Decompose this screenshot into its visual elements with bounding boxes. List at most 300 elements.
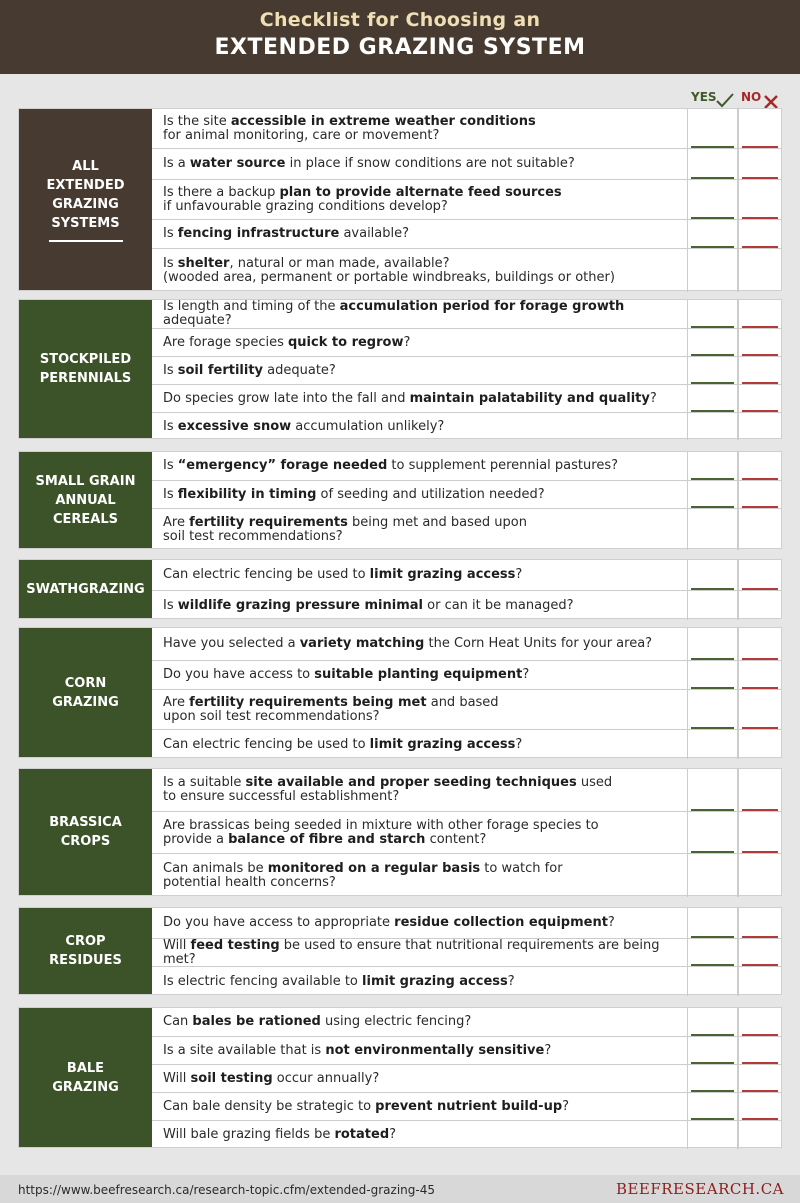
question-emphasis: rotated [334,1127,390,1142]
question-list [152,452,781,548]
question-fragment: provide a [163,831,229,847]
question-emphasis: plan to provide alternate feed sources [279,184,562,200]
question-fragment: for animal monitoring, care or movement? [163,127,440,143]
no-checkbox[interactable] [738,413,781,440]
yes-checkbox[interactable] [687,300,738,328]
yes-answer-line [691,1034,734,1036]
no-answer-line [742,410,778,412]
question-row [152,300,781,329]
question-list [152,109,781,290]
no-answer-line [742,326,778,328]
section-label-line: BALE [66,1060,105,1076]
question-text [163,668,686,682]
question-fragment: potential health concerns? [163,874,336,890]
yes-checkbox[interactable] [687,220,738,248]
no-checkbox[interactable] [738,1008,781,1036]
section-label-line: GRAZING [52,694,119,710]
no-checkbox[interactable] [738,300,781,328]
no-answer-line [742,964,778,966]
question-text [163,975,686,989]
section-label-line: CROP [65,934,106,949]
yes-checkbox[interactable] [687,329,738,356]
question-fragment: ? [544,1042,552,1058]
question-text [163,696,686,724]
question-fragment: ? [562,1098,570,1114]
question-fragment: in place if snow conditions are not suitable? [285,156,575,171]
yes-answer-line [691,1118,734,1120]
question-text [163,488,686,502]
yes-checkbox[interactable] [687,854,738,897]
question-row [152,385,781,413]
question-emphasis: not environmentally sensitive [325,1042,545,1058]
question-fragment: , natural or man made, available? [229,255,450,271]
question-text [163,227,686,241]
title-line-1: Checklist for Choosing an [259,9,541,31]
question-text [163,819,686,847]
section-label-line: SYSTEMS [51,216,120,231]
question-emphasis: limit grazing access [369,567,516,582]
question-emphasis: residue collection equipment [394,915,608,930]
no-checkbox[interactable] [738,220,781,248]
no-answer-line [742,1034,778,1036]
yes-checkbox[interactable] [687,560,738,590]
question-emphasis: limit grazing access [362,973,508,989]
question-emphasis: feed testing [190,937,280,953]
question-text [163,186,686,214]
yes-checkbox[interactable] [687,481,738,508]
question-fragment: Do you have access to [163,667,315,682]
question-row [152,249,781,292]
question-fragment: used [576,775,613,790]
question-fragment: Do you have access to appropriate [163,915,395,930]
question-fragment: to ensure successful establishment? [163,789,400,804]
question-text [163,459,686,473]
no-checkbox[interactable] [738,854,781,897]
question-fragment: the Corn Heat Units for your area? [424,636,653,651]
question-list [152,628,781,757]
question-text [163,364,686,378]
yes-answer-line [691,478,734,480]
question-emphasis: balance of fibre and starch [228,831,426,847]
section-label-line: RESIDUES [49,953,122,968]
check-icon [715,92,735,108]
no-checkbox[interactable] [738,628,781,660]
question-text [163,1015,686,1029]
section-label-line: PERENNIALS [39,371,132,386]
question-fragment: of seeding and utilization needed? [316,486,545,502]
no-checkbox[interactable] [738,690,781,729]
no-answer-line [742,588,778,590]
question-fragment: available? [339,226,410,241]
question-row [152,452,781,481]
yes-answer-line [691,1062,734,1064]
section-label-line: SMALL GRAIN [35,473,136,489]
question-text [163,939,686,967]
checklist-section [18,108,782,291]
question-row [152,1008,781,1037]
question-fragment: occur annually? [272,1070,380,1086]
no-checkbox[interactable] [738,452,781,480]
section-label-line: CORN [64,675,107,691]
no-checkbox[interactable] [738,329,781,356]
yes-checkbox[interactable] [687,661,738,689]
no-answer-line [742,506,778,508]
question-fragment: Is [163,597,178,613]
yes-answer-line [691,727,734,729]
question-text [163,115,686,143]
question-fragment: Do species grow late into the fall and [163,390,410,406]
yes-checkbox[interactable] [687,385,738,412]
no-answer-line [742,687,778,689]
section-label-line: SWATHGRAZING [26,581,145,597]
section-label [19,300,152,438]
question-row [152,509,781,550]
question-emphasis: quick to regrow [288,334,404,350]
no-answer-line [742,1062,778,1064]
question-fragment: ? [515,567,523,582]
question-fragment: Is a [163,156,190,171]
question-emphasis: prevent nutrient build-up [375,1098,563,1114]
question-emphasis: maintain palatability and quality [409,390,650,406]
no-checkbox[interactable] [738,180,781,219]
question-fragment: adequate? [163,313,232,328]
question-emphasis: accessible in extreme weather conditions [230,113,536,129]
yes-answer-line [691,588,734,590]
no-checkbox[interactable] [738,357,781,384]
question-row [152,357,781,385]
yes-checkbox[interactable] [687,939,738,966]
question-emphasis: site available and proper seeding techniques [245,775,577,790]
yes-checkbox[interactable] [687,967,738,996]
yes-column-header [691,90,717,104]
no-answer-line [742,1118,778,1120]
question-list [152,300,781,438]
no-answer-line [742,217,778,219]
yes-checkbox[interactable] [687,1008,738,1036]
yes-checkbox[interactable] [687,1121,738,1149]
no-answer-line [742,478,778,480]
question-text [163,257,686,285]
section-label-line: BRASSICA [49,815,122,830]
section-label [19,1008,152,1147]
question-emphasis: monitored on a regular basis [267,860,481,876]
question-fragment: Is [163,226,178,241]
question-text [163,862,686,890]
question-fragment: ? [389,1127,397,1142]
question-row [152,939,781,967]
question-emphasis: soil testing [190,1070,273,1086]
section-label [19,452,152,548]
question-list [152,908,781,994]
question-fragment: Will bale grazing fields be [163,1127,335,1142]
no-answer-line [742,1090,778,1092]
question-fragment: soil test recommendations? [163,528,343,544]
question-fragment: being met and based upon [347,514,527,530]
question-row [152,413,781,440]
question-row [152,690,781,730]
page-header [0,0,800,74]
question-row [152,1121,781,1149]
yes-checkbox[interactable] [687,452,738,480]
question-row [152,1037,781,1065]
question-text [163,1072,686,1086]
source-url[interactable]: https://www.beefresearch.ca/research-topic.cfm/extended-grazing-45 [18,1183,435,1197]
no-checkbox[interactable] [738,149,781,179]
question-row [152,661,781,690]
question-fragment: accumulation unlikely? [291,418,445,434]
question-fragment: Can electric fencing be used to [163,567,370,582]
question-fragment: or can it be managed? [423,597,574,613]
yes-answer-line [691,217,734,219]
no-answer-line [742,382,778,384]
footer [0,1175,800,1203]
question-fragment: ? [607,915,615,930]
yes-checkbox[interactable] [687,908,738,938]
checklist-section [18,451,782,549]
yes-checkbox[interactable] [687,730,738,759]
question-emphasis: shelter [177,255,230,271]
question-fragment: Can animals be [163,860,268,876]
question-fragment: Is length and timing of the [163,299,340,314]
question-row [152,149,781,180]
question-row [152,769,781,812]
no-answer-line [742,936,778,938]
label-underline [49,240,123,242]
question-text [163,637,686,651]
question-emphasis: accumulation period for forage growth [339,299,625,314]
question-emphasis: soil fertility [177,362,264,378]
section-label-line: CEREALS [52,511,119,527]
question-row [152,730,781,759]
question-row [152,628,781,661]
yes-checkbox[interactable] [687,769,738,811]
title-line-2: EXTENDED GRAZING SYSTEM [214,35,586,60]
question-row [152,109,781,149]
no-checkbox[interactable] [738,730,781,759]
section-label [19,109,152,290]
question-row [152,481,781,509]
question-fragment: and based [426,694,499,710]
yes-answer-line [691,1090,734,1092]
question-list [152,1008,781,1147]
question-fragment: Are [163,514,190,530]
no-checkbox[interactable] [738,661,781,689]
yes-answer-line [691,809,734,811]
question-text [163,300,686,328]
question-text [163,568,686,582]
yes-label: YES [691,90,717,104]
no-checkbox[interactable] [738,560,781,590]
yes-checkbox[interactable] [687,1037,738,1064]
yes-answer-line [691,936,734,938]
question-fragment: ? [649,390,657,406]
question-text [163,1128,686,1142]
no-answer-line [742,658,778,660]
yes-answer-line [691,658,734,660]
yes-checkbox[interactable] [687,180,738,219]
question-fragment: upon soil test recommendations? [163,708,380,724]
yes-answer-line [691,146,734,148]
no-checkbox[interactable] [738,509,781,550]
question-emphasis: wildlife grazing pressure minimal [177,597,423,613]
question-fragment: if unfavourable grazing conditions develop? [163,198,448,214]
no-answer-line [742,851,778,853]
question-fragment: Have you selected a [163,636,300,651]
question-emphasis: variety matching [299,636,425,651]
no-answer-line [742,354,778,356]
yes-answer-line [691,506,734,508]
question-fragment: Is [163,255,178,271]
question-fragment: to supplement perennial pastures? [387,458,618,473]
yes-answer-line [691,964,734,966]
no-checkbox[interactable] [738,908,781,938]
question-fragment: to watch for [480,860,563,876]
checklist-section [18,299,782,439]
question-fragment: using electric fencing? [320,1014,472,1029]
question-fragment: Is [163,362,178,378]
no-checkbox[interactable] [738,591,781,620]
question-fragment: Is [163,486,178,502]
question-fragment: Are [163,694,190,710]
question-row [152,967,781,996]
yes-answer-line [691,354,734,356]
question-fragment: Is [163,418,178,434]
question-list [152,769,781,895]
yes-answer-line [691,177,734,179]
section-label-line: GRAZING [52,1079,119,1095]
yes-checkbox[interactable] [687,591,738,620]
question-row [152,854,781,897]
section-label-line: ANNUAL [55,492,116,508]
yes-answer-line [691,382,734,384]
question-fragment: (wooded area, permanent or portable windbreaks, buildings or other) [163,269,615,285]
question-text [163,420,686,434]
section-label [19,908,152,994]
question-fragment: content? [425,831,487,847]
checklist-section [18,907,782,995]
question-row [152,1093,781,1121]
question-fragment: adequate? [263,362,336,378]
yes-checkbox[interactable] [687,628,738,660]
checklist-section [18,627,782,758]
section-label-line: ALL [72,159,99,174]
question-list [152,560,781,618]
question-fragment: be used to ensure that nutritional requirements are being met? [163,937,660,967]
section-label-line: CROPS [60,834,111,849]
question-emphasis: bales be rationed [192,1014,321,1029]
no-label: NO [741,90,762,104]
question-emphasis: flexibility in timing [177,486,317,502]
question-row [152,220,781,249]
question-fragment: Is a suitable [163,775,246,790]
yes-checkbox[interactable] [687,109,738,148]
section-label [19,769,152,895]
no-checkbox[interactable] [738,109,781,148]
question-fragment: Is a site available that is [163,1042,326,1058]
question-emphasis: water source [189,156,286,171]
no-answer-line [742,246,778,248]
question-fragment: ? [522,667,530,682]
no-checkbox[interactable] [738,1065,781,1092]
no-answer-line [742,727,778,729]
no-answer-line [742,177,778,179]
question-row [152,1065,781,1093]
question-row [152,812,781,854]
question-fragment: ? [403,334,411,350]
question-fragment: Are forage species [163,334,288,350]
no-checkbox[interactable] [738,967,781,996]
yes-checkbox[interactable] [687,1065,738,1092]
yes-checkbox[interactable] [687,690,738,729]
no-checkbox[interactable] [738,939,781,966]
yes-checkbox[interactable] [687,149,738,179]
section-label-line: STOCKPILED [39,352,132,367]
yes-answer-line [691,326,734,328]
no-answer-line [742,809,778,811]
question-text [163,516,686,544]
question-fragment: Can bale density be strategic to [163,1098,376,1114]
question-fragment: Can [163,1014,193,1029]
yes-checkbox[interactable] [687,509,738,550]
yes-answer-line [691,246,734,248]
section-label [19,560,152,618]
checklist-section [18,768,782,896]
no-answer-line [742,146,778,148]
question-text [163,916,686,930]
yes-checkbox[interactable] [687,812,738,853]
no-checkbox[interactable] [738,249,781,292]
question-text [163,599,686,613]
question-fragment: Will [163,937,191,953]
question-emphasis: fencing infrastructure [177,226,340,241]
yes-checkbox[interactable] [687,249,738,292]
question-fragment: Will [163,1070,191,1086]
yes-checkbox[interactable] [687,357,738,384]
question-text [163,1100,686,1114]
question-fragment: Is [163,458,178,473]
checklist-section [18,1007,782,1148]
yes-answer-line [691,851,734,853]
section-label [19,628,152,757]
question-fragment: ? [515,736,523,752]
no-checkbox[interactable] [738,812,781,853]
question-emphasis: fertility requirements being met [189,694,427,710]
yes-answer-line [691,410,734,412]
section-label-line: GRAZING [52,197,119,212]
question-fragment: ? [507,973,515,989]
no-checkbox[interactable] [738,1093,781,1120]
question-row [152,560,781,591]
question-fragment: Is the site [163,113,231,129]
no-checkbox[interactable] [738,385,781,412]
brand-logo: BEEFRESEARCH.CA [615,1180,784,1198]
question-fragment: Is electric fencing available to [163,973,363,989]
no-checkbox[interactable] [738,481,781,508]
no-checkbox[interactable] [738,769,781,811]
question-text [163,157,686,171]
yes-checkbox[interactable] [687,413,738,440]
no-checkbox[interactable] [738,1121,781,1149]
section-label-line: EXTENDED [46,178,125,193]
question-row [152,180,781,220]
question-text [163,336,686,350]
question-text [163,392,686,406]
no-checkbox[interactable] [738,1037,781,1064]
checklist-section [18,559,782,619]
question-text [163,1044,686,1058]
yes-checkbox[interactable] [687,1093,738,1120]
question-text [163,776,686,804]
